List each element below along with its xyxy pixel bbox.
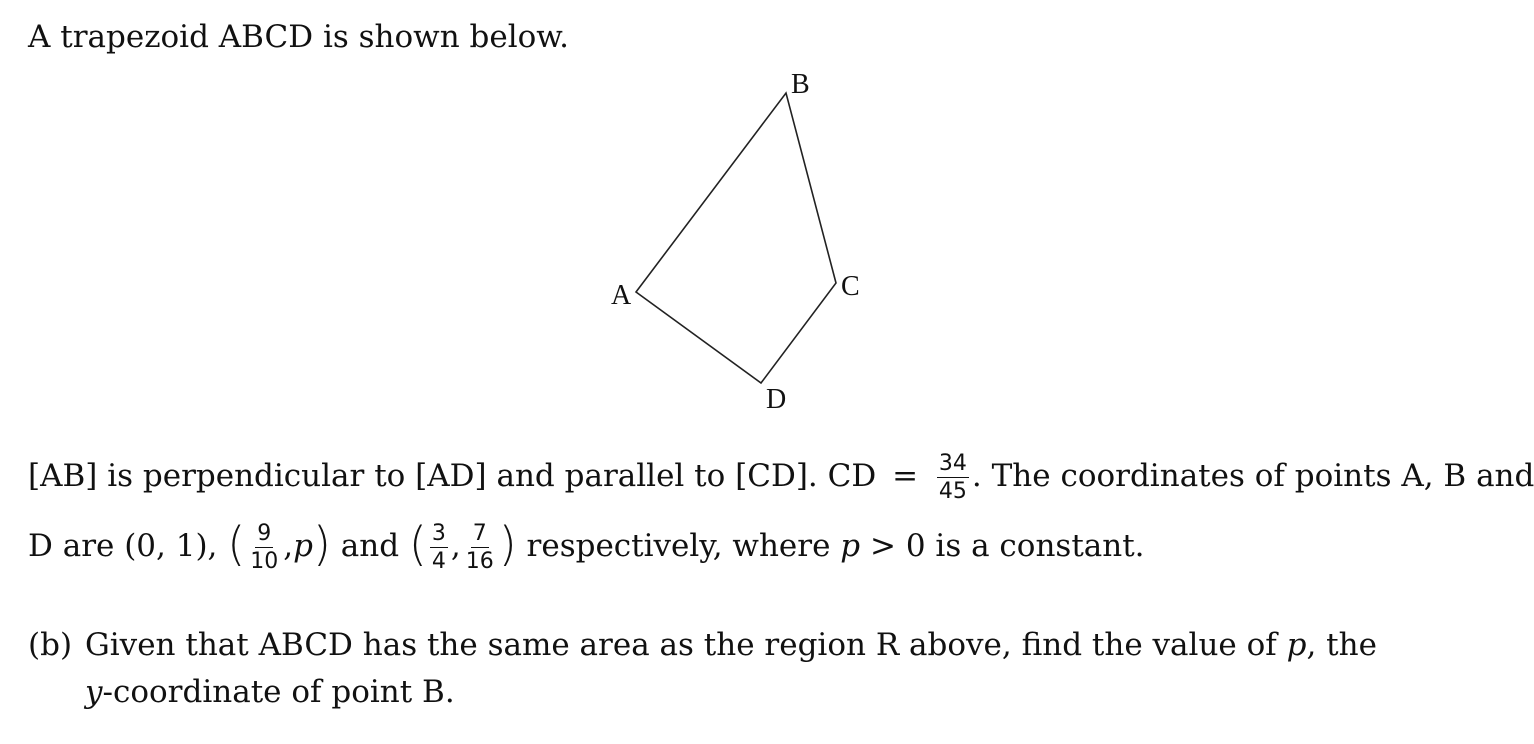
cd-denominator: 45	[938, 479, 967, 505]
part-b-var-p: p	[1286, 627, 1307, 663]
label-a: A	[611, 280, 632, 311]
part-b-line1-post: , the	[1306, 627, 1377, 663]
statement-line1-text: [AB] is perpendicular to [AD] and parallel to [CD]. CD	[28, 458, 877, 495]
statement-line2-start: D are (0, 1),	[28, 528, 218, 565]
part-b-body	[85, 622, 1377, 715]
equals-sign: =	[892, 458, 919, 495]
statement-line2-end: > 0 is a constant.	[870, 528, 1145, 565]
statement-line2-respectively: respectively, where	[526, 528, 831, 565]
d-x-denominator: 4	[431, 549, 446, 575]
d-x-fraction	[430, 522, 448, 573]
cd-numerator: 34	[937, 452, 969, 478]
b-y-variable: p	[293, 528, 313, 565]
part-b-var-y: y	[85, 673, 103, 710]
and-word: and	[340, 528, 400, 565]
d-y-numerator: 7	[471, 522, 489, 548]
intro-text: A trapezoid ABCD is shown below.	[28, 19, 570, 55]
part-b-label: (b)	[28, 627, 73, 663]
trapezoid-abcd	[636, 93, 836, 383]
d-y-fraction	[464, 522, 496, 573]
part-b-line2: -coordinate of point B.	[102, 673, 455, 710]
b-x-denominator: 10	[250, 549, 279, 575]
statement-line1-after: . The coordinates of points A, B and	[971, 458, 1534, 495]
label-b: B	[791, 69, 810, 100]
part-b-line1-pre: Given that ABCD has the same area as the region R above, find the value of	[85, 627, 1277, 663]
d-y-denominator: 16	[465, 549, 494, 575]
part-b	[28, 622, 1377, 715]
cd-fraction	[937, 452, 969, 503]
statement-line-2: D are (0, 1), ( $\frac{9}{10}$ ,p) and ( $\frac{3}{4}$ , $\frac{7}{16}$ ) respectively, where p > 0 is a constant.	[28, 516, 1145, 575]
statement-line-1	[28, 452, 1534, 503]
b-x-fraction	[248, 522, 280, 573]
label-c: C	[841, 271, 860, 302]
label-d: D	[766, 384, 787, 415]
b-x-numerator: 9	[255, 522, 273, 548]
d-x-numerator: 3	[430, 522, 448, 548]
p-variable: p	[840, 528, 861, 565]
